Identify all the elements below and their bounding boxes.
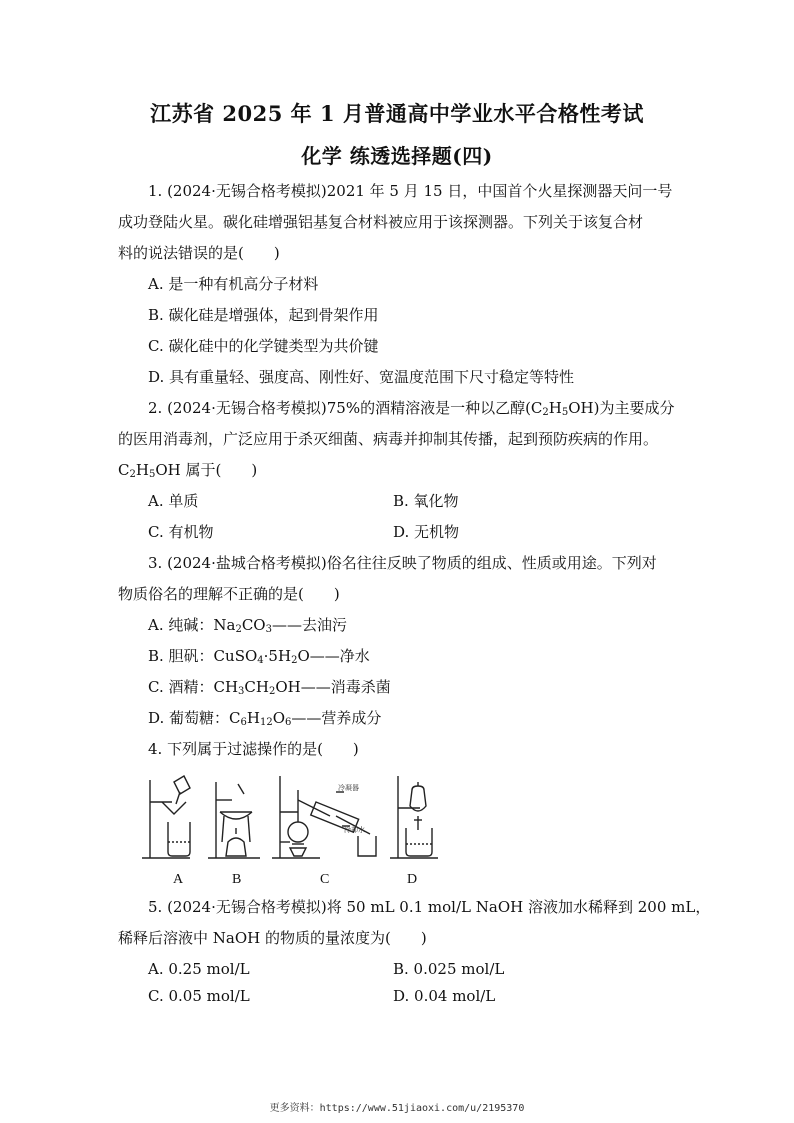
apparatus-c — [272, 776, 376, 858]
q5-option-a: A. 0.25 mol/L — [148, 960, 250, 978]
apparatus-a — [142, 776, 190, 858]
q5-option-b: B. 0.025 mol/L — [393, 960, 505, 978]
q3-option-a: A. 纯碱：$Na_2CO_3——$去油污 — [148, 616, 347, 635]
q3-line1: 3. (2024·盐城合格考模拟)俗名往往反映了物质的组成、性质或用途。下列对 — [148, 554, 657, 572]
q2-line2: 的医用消毒剂，广泛应用于杀灭细菌、病毒并抑制其传播，起到预防疾病的作用。 — [118, 430, 659, 448]
q1-line1: 1. (2024·无锡合格考模拟)2021 年 5 月 15 日，中国首个火星探测器天问一号 — [148, 182, 673, 200]
q3-option-b: B. 胆矾：$CuSO_4\cdot 5H_2O——$净水 — [148, 647, 370, 666]
q4-line1: 4. 下列属于过滤操作的是( ) — [148, 740, 359, 758]
footer-link[interactable]: 更多资料：https://www.51jiaoxi.com/u/2195370 — [269, 1103, 525, 1114]
q5-line2: 稀释后溶液中 NaOH 的物质的量浓度为( ) — [118, 929, 427, 947]
q3-option-d: D. 葡萄糖：$C_6H_{12}O_6——$营养成分 — [148, 709, 382, 728]
apparatus-label-a: A — [173, 872, 184, 887]
lab-apparatus-figure — [140, 772, 440, 862]
q2-line1: 2. (2024·无锡合格考模拟)75%的酒精溶液是一种以乙醇$(C_2H_5OH)$为主要成分 — [148, 399, 675, 418]
apparatus-label-b: B — [232, 872, 242, 887]
q5-option-c: C. 0.05 mol/L — [148, 987, 250, 1005]
q2-option-b: B. 氧化物 — [393, 492, 459, 510]
cooling-water-label: 冷却水 — [344, 827, 365, 834]
q2-option-c: C. 有机物 — [148, 523, 214, 541]
q1-option-b: B. 碳化硅是增强体，起到骨架作用 — [148, 306, 379, 324]
q1-option-c: C. 碳化硅中的化学键类型为共价键 — [148, 337, 379, 355]
q1-option-d: D. 具有重量轻、强度高、刚性好、宽温度范围下尺寸稳定等特性 — [148, 368, 575, 386]
q1-line2: 成功登陆火星。碳化硅增强铝基复合材料被应用于该探测器。下列关于该复合材 — [118, 213, 644, 231]
q1-option-a: A. 是一种有机高分子材料 — [148, 275, 319, 293]
q3-line2: 物质俗名的理解不正确的是( ) — [118, 585, 340, 603]
apparatus-d — [390, 776, 438, 858]
q2-option-d: D. 无机物 — [393, 523, 460, 541]
q3-option-c: C. 酒精：$CH_3CH_2OH——$消毒杀菌 — [148, 678, 391, 697]
q5-option-d: D. 0.04 mol/L — [393, 987, 496, 1005]
condenser-label: 冷凝器 — [338, 785, 359, 792]
apparatus-b — [208, 782, 260, 858]
q5-line1: 5. (2024·无锡合格考模拟)将 50 mL 0.1 mol/L NaOH 溶液加水稀释到 200 mL， — [148, 898, 711, 916]
apparatus-label-c: C — [320, 872, 330, 887]
page-title: 江苏省 2025 年 1 月普通高中学业水平合格性考试 — [150, 101, 644, 126]
apparatus-label-d: D — [407, 872, 418, 887]
page-subtitle: 化学 练透选择题(四) — [301, 144, 493, 168]
q2-option-a: A. 单质 — [148, 492, 199, 510]
q1-line3: 料的说法错误的是( ) — [118, 244, 280, 262]
q2-line3: $C_2H_5OH$ 属于( ) — [118, 461, 258, 480]
